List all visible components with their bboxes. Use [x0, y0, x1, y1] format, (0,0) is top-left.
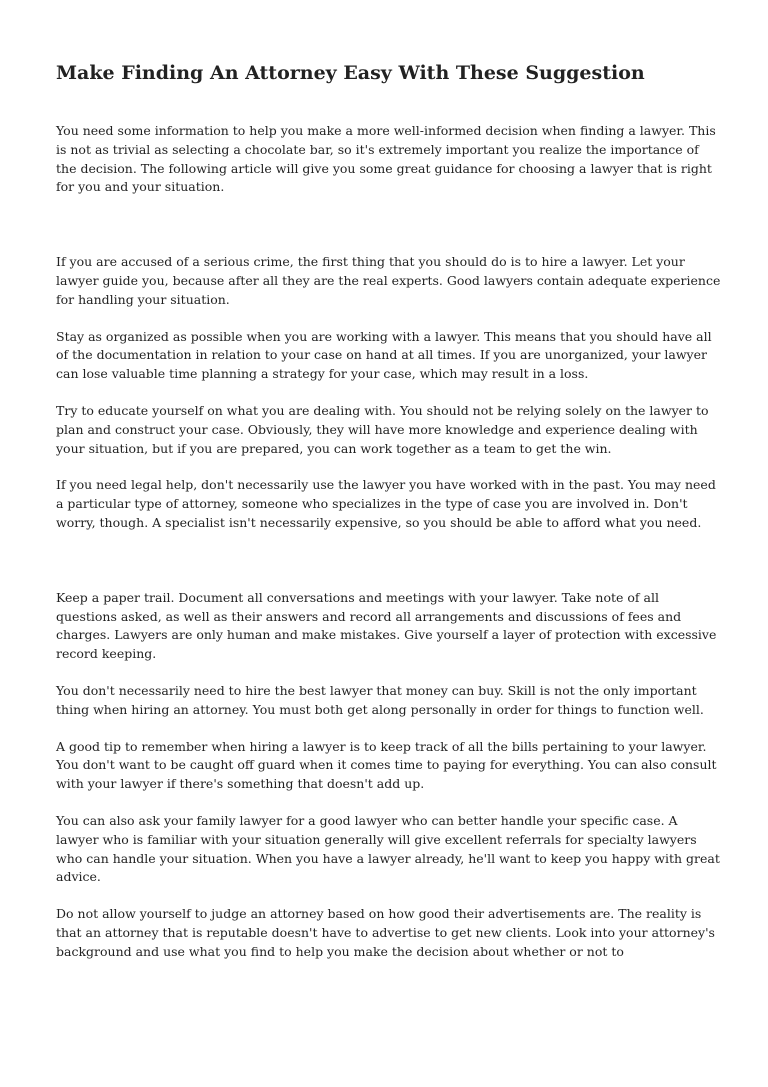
paragraph: A good tip to remember when hiring a lawyer is to keep track of all the bills pertaining to your lawyer. You don't want to be caught off guard when it comes time to paying for everything. You can also consult with your lawyer if there's something that doesn't add up.: [56, 738, 717, 792]
paragraph: Do not allow yourself to judge an attorney based on how good their advertisements are. The reality is that an attorney that is reputable doesn't have to advertise to get new clients. Look into your attorney's background and use what you find to help you make the decision about whether or not to: [56, 906, 715, 959]
paragraph: You don't necessarily need to hire the best lawyer that money can buy. Skill is not the only important thing when hiring an attorney. You must both get along personally in order for things to function well.: [56, 682, 704, 717]
paragraph: You need some information to help you make a more well-informed decision when finding a lawyer. This is not as trivial as selecting a chocolate bar, so it's extremely important you realize the importance of the decision. The following article will give you some great guidance for choosing a lawyer that is right for you and your situation.: [56, 123, 716, 195]
paragraph: Stay as organized as possible when you are working with a lawyer. This means that you should have all of the documentation in relation to your case on hand at all times. If you are unorganized, your lawyer can lose valuable time planning a strategy for your case, which may result in a loss.: [56, 328, 712, 382]
paragraph: You can also ask your family lawyer for a good lawyer who can better handle your specific case. A lawyer who is familiar with your situation generally will give excellent referrals for specialty lawyers who can handle your situation. When you have a lawyer already, he'll want to keep you happy with great advice.: [56, 812, 720, 885]
page-title: Make Finding An Attorney Easy With These Suggestion: [56, 62, 645, 84]
paragraph: Keep a paper trail. Document all conversations and meetings with your lawyer. Take note of all questions asked, as well as their answers and record all arrangements and discussions of fees and charges. Lawyers are only human and make mistakes. Give yourself a layer of protection with excessive record keeping.: [56, 589, 717, 662]
paragraph: If you are accused of a serious crime, the first thing that you should do is to hire a lawyer. Let your lawyer guide you, because after all they are the real experts. Good lawyers contain adequate experience for handling your situation.: [56, 254, 721, 307]
paragraph: Try to educate yourself on what you are dealing with. You should not be relying solely on the lawyer to plan and construct your case. Obviously, they will have more knowledge and experience dealing with your situation, but if you are prepared, you can work together as a team to get the win.: [56, 402, 709, 456]
article-body: [56, 122, 721, 980]
paragraph: If you need legal help, don't necessarily use the lawyer you have worked with in the past. You may need a particular type of attorney, someone who specializes in the type of case you are involved in. Don't worry, though. A specialist isn't necessarily expensive, so you should be able to afford what you need.: [56, 477, 716, 530]
